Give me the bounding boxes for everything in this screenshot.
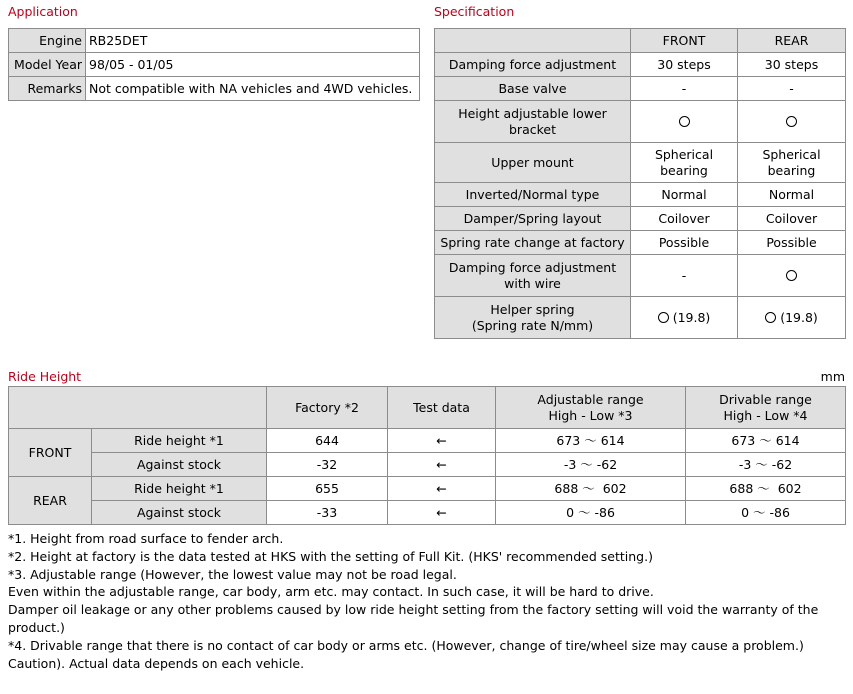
row-label: Against stock [92, 501, 267, 525]
table-row [9, 477, 846, 501]
test-value: ← [388, 501, 496, 525]
engine-label: Engine [9, 29, 86, 53]
table-row [435, 77, 846, 101]
spec-front-value: - [631, 255, 738, 297]
footnote: *4. Drivable range that there is no contact of car body or arms etc. (However, change of tire/wheel size may cause a problem.) Caution). Actual data depends on each vehicle. [8, 637, 804, 671]
adjustable-value: -3 ～ -62 [496, 453, 686, 477]
test-value: ← [388, 429, 496, 453]
front-column-header: FRONT [631, 29, 738, 53]
application-title: Application [8, 4, 78, 19]
spec-label: Base valve [435, 77, 631, 101]
drivable-value: 673 ～ 614 [686, 429, 846, 453]
factory-value: -33 [267, 501, 388, 525]
spec-rear-value [738, 255, 846, 297]
spec-label: Damper/Spring layout [435, 207, 631, 231]
spec-label: Damping force adjustment with wire [435, 255, 631, 297]
spec-label: Upper mount [435, 143, 631, 183]
footnote: *2. Height at factory is the data tested at HKS with the setting of Full Kit. (HKS' recommended setting.) [8, 548, 653, 564]
row-label: Ride height *1 [92, 477, 267, 501]
spec-rear-value: - [738, 77, 846, 101]
spec-front-value: - [631, 77, 738, 101]
spec-rear-value [738, 297, 846, 339]
circle-icon [679, 116, 690, 127]
table-row [9, 53, 420, 77]
factory-header: Factory *2 [267, 387, 388, 429]
table-row [9, 29, 420, 53]
table-row [9, 387, 846, 429]
spec-front-value: Coilover [631, 207, 738, 231]
table-row [9, 501, 846, 525]
table-row [9, 453, 846, 477]
table-row [435, 231, 846, 255]
spec-front-value [631, 101, 738, 143]
footnote: *1. Height from road surface to fender arch. [8, 531, 284, 546]
spec-front-value: Possible [631, 231, 738, 255]
spec-front-value: Normal [631, 183, 738, 207]
model-year-label: Model Year [9, 53, 86, 77]
test-value: ← [388, 453, 496, 477]
test-data-header: Test data [388, 387, 496, 429]
factory-value: -32 [267, 453, 388, 477]
table-row [435, 297, 846, 339]
table-row [435, 53, 846, 77]
specification-table [434, 28, 846, 339]
drivable-range-header: Drivable range High - Low *4 [686, 387, 846, 429]
spec-front-value: 30 steps [631, 53, 738, 77]
circle-icon [658, 312, 669, 323]
circle-icon [765, 312, 776, 323]
factory-value: 655 [267, 477, 388, 501]
adjustable-range-header: Adjustable range High - Low *3 [496, 387, 686, 429]
test-value: ← [388, 477, 496, 501]
row-label: Ride height *1 [92, 429, 267, 453]
table-row [435, 143, 846, 183]
footnote: Even within the adjustable range, car body, arm etc. may contact. In such case, it will be hard to drive. [8, 584, 654, 600]
spec-rear-value: Coilover [738, 207, 846, 231]
spec-front-value [631, 297, 738, 339]
factory-value: 644 [267, 429, 388, 453]
drivable-value: 688 ～ 602 [686, 477, 846, 501]
spec-label: Spring rate change at factory [435, 231, 631, 255]
table-row [9, 77, 420, 101]
drivable-value: 0 ～ -86 [686, 501, 846, 525]
ride-height-table [8, 386, 846, 525]
table-row [435, 183, 846, 207]
spec-rear-value: Spherical bearing [738, 143, 846, 183]
helper-spring-rate: (19.8) [780, 309, 818, 325]
spec-rear-value: 30 steps [738, 53, 846, 77]
spec-label: Damping force adjustment [435, 53, 631, 77]
circle-icon [786, 270, 797, 281]
table-row [435, 207, 846, 231]
application-table [8, 28, 420, 101]
remarks-label: Remarks [9, 77, 86, 101]
helper-spring-rate: (19.8) [672, 309, 711, 325]
drivable-value: -3 ～ -62 [686, 453, 846, 477]
adjustable-value: 0 ～ -86 [496, 501, 686, 525]
table-row [9, 429, 846, 453]
front-group-label: FRONT [9, 429, 92, 477]
spec-label: Height adjustable lower bracket [435, 101, 631, 143]
rear-group-label: REAR [9, 477, 92, 525]
model-year-value: 98/05 - 01/05 [86, 53, 420, 77]
spec-label: Helper spring (Spring rate N/mm) [435, 297, 631, 339]
ride-corner-cell [9, 387, 267, 429]
unit-label: mm [820, 369, 845, 384]
row-label: Against stock [92, 453, 267, 477]
footnotes [8, 530, 846, 672]
specification-title: Specification [434, 4, 515, 19]
adjustable-value: 688 ～ 602 [496, 477, 686, 501]
table-row [435, 255, 846, 297]
spec-front-value: Spherical bearing [631, 143, 738, 183]
footnote: *3. Adjustable range (However, the lowest value may not be road legal. [8, 566, 457, 582]
spec-rear-value [738, 101, 846, 143]
spec-rear-value: Normal [738, 183, 846, 207]
ride-height-title: Ride Height [8, 369, 82, 384]
spec-rear-value: Possible [738, 231, 846, 255]
circle-icon [786, 116, 797, 127]
engine-value: RB25DET [86, 29, 420, 53]
adjustable-value: 673 ～ 614 [496, 429, 686, 453]
table-row [435, 29, 846, 53]
spec-corner-cell [435, 29, 631, 53]
rear-column-header: REAR [738, 29, 846, 53]
spec-label: Inverted/Normal type [435, 183, 631, 207]
remarks-value: Not compatible with NA vehicles and 4WD vehicles. [86, 77, 420, 101]
footnote: Damper oil leakage or any other problems caused by low ride height setting from the factory setting will void the warranty of the product.) [8, 602, 819, 635]
table-row [435, 101, 846, 143]
